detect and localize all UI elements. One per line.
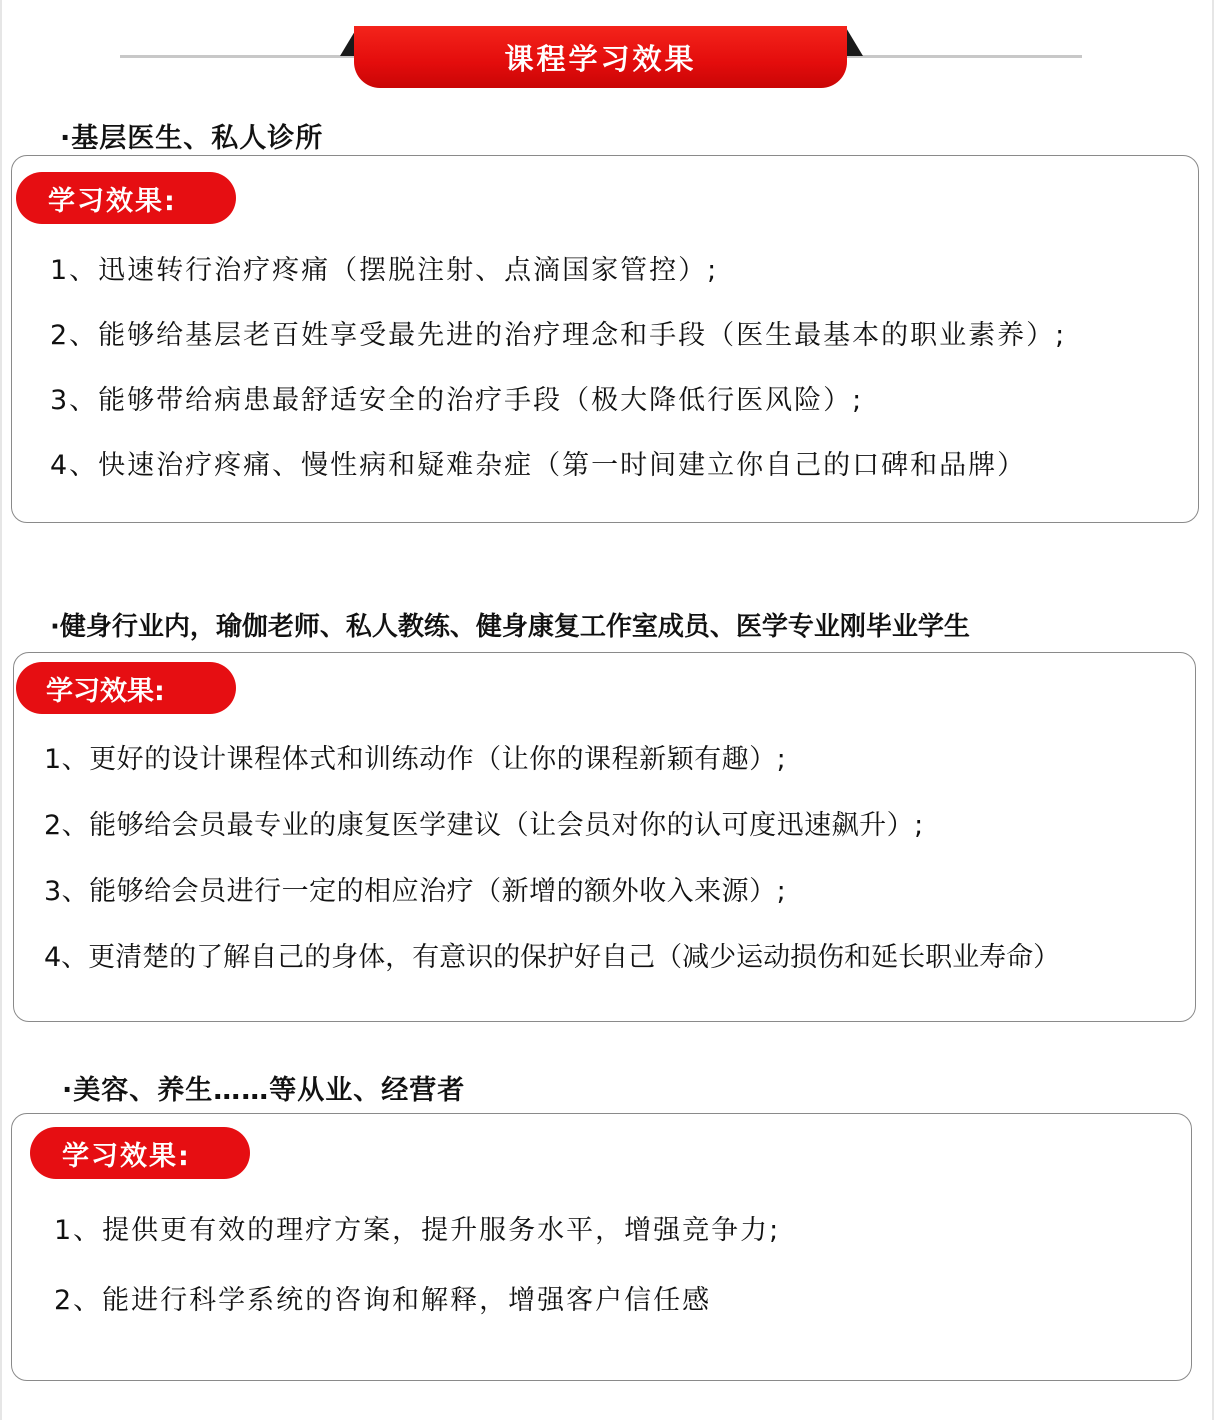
list-item: 3、能够带给病患最舒适安全的治疗手段（极大降低行医风险）; [50, 385, 864, 416]
page-title: 课程学习效果 [504, 41, 697, 76]
list-item: 1、更好的设计课程体式和训练动作（让你的课程新颖有趣）; [44, 744, 787, 775]
banner-fold-right [845, 26, 863, 56]
list-item: 1、提供更有效的理疗方案，提升服务水平，增强竞争力; [54, 1215, 781, 1246]
page-title-banner [354, 26, 847, 88]
list-item: 2、能够给会员最专业的康复医学建议（让会员对你的认可度迅速飙升）; [44, 810, 924, 841]
effect-badge [16, 172, 236, 224]
section-heading-fitness: ·健身行业内，瑜伽老师、私人教练、健身康复工作室成员、医学专业刚毕业学生 [50, 612, 970, 642]
effect-badge [30, 1127, 250, 1179]
list-item: 4、快速治疗疼痛、慢性病和疑难杂症（第一时间建立你自己的口碑和品牌） [50, 450, 1027, 481]
section-heading-clinic: ·基层医生、私人诊所 [60, 123, 324, 154]
effect-badge-label: 学习效果: [62, 1140, 191, 1172]
effect-badge [16, 662, 236, 714]
list-item: 2、能进行科学系统的咨询和解释，增强客户信任感 [54, 1285, 712, 1316]
section-heading-beauty: ·美容、养生……等从业、经营者 [62, 1075, 466, 1106]
list-item: 4、更清楚的了解自己的身体，有意识的保护好自己（减少运动损伤和延长职业寿命） [44, 942, 1061, 973]
page-edge-left [0, 0, 2, 1420]
list-item: 2、能够给基层老百姓享受最先进的治疗理念和手段（医生最基本的职业素养）; [50, 320, 1067, 351]
effect-badge-label: 学习效果: [48, 185, 177, 217]
list-item: 3、能够给会员进行一定的相应治疗（新增的额外收入来源）; [44, 876, 787, 907]
list-item: 1、迅速转行治疗疼痛（摆脱注射、点滴国家管控）; [50, 255, 719, 286]
effect-badge-label: 学习效果: [46, 675, 165, 707]
